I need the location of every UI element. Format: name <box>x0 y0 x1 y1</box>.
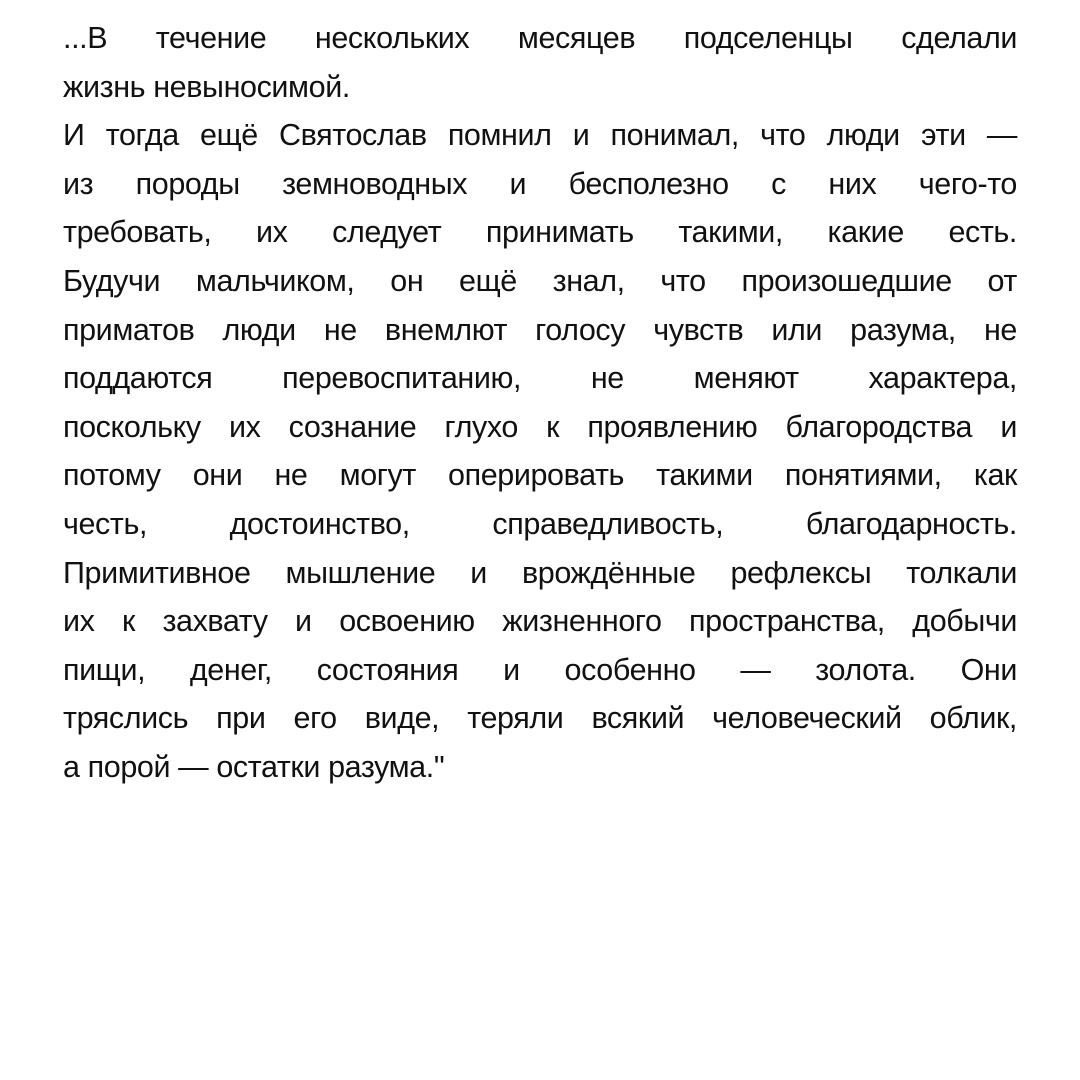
text-line: честь, достоинство, справедливость, благодарность. <box>63 506 1017 541</box>
text-line: требовать, их следует принимать такими, какие есть. <box>63 215 1017 250</box>
text-line: Примитивное мышление и врождённые рефлексы толкали <box>63 555 1017 590</box>
text-line: приматов люди не внемлют голосу чувств или разума, не <box>63 312 1017 347</box>
text-line: а порой — остатки разума." <box>63 749 445 784</box>
text-line: пищи, денег, состояния и особенно — золота. Они <box>63 652 1017 687</box>
text-line: поддаются перевоспитанию, не меняют характера, <box>63 361 1017 396</box>
text-line: из породы земноводных и бесполезно с них чего-то <box>63 166 1017 201</box>
text-line: И тогда ещё Святослав помнил и понимал, что люди эти — <box>63 118 1017 153</box>
document-text <box>63 14 1017 792</box>
text-line: тряслись при его виде, теряли всякий человеческий облик, <box>63 701 1017 736</box>
text-line: потому они не могут оперировать такими понятиями, как <box>63 458 1017 493</box>
text-line: ...В течение нескольких месяцев подселенцы сделали <box>63 21 1017 55</box>
text-line: поскольку их сознание глухо к проявлению благородства и <box>63 409 1017 444</box>
text-line: жизнь невыносимой. <box>63 69 350 104</box>
text-line: Будучи мальчиком, он ещё знал, что произошедшие от <box>63 263 1017 298</box>
text-line: их к захвату и освоению жизненного пространства, добычи <box>63 604 1017 639</box>
